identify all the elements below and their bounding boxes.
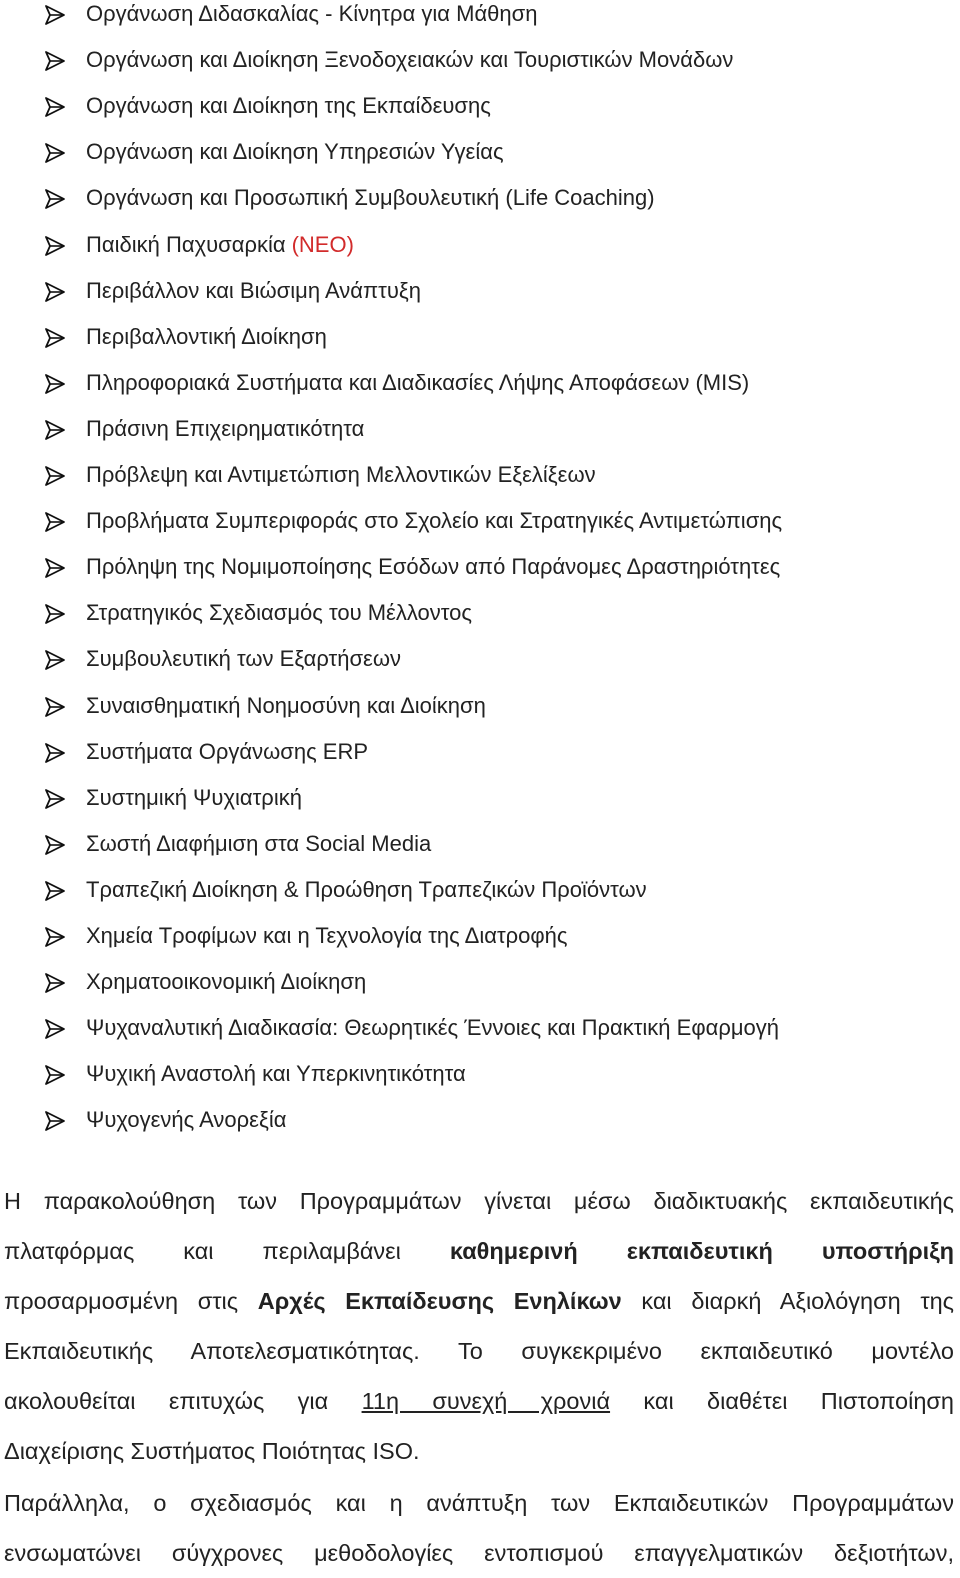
arrow-bullet-icon: [44, 788, 66, 810]
arrow-bullet-icon: [44, 926, 66, 948]
list-item: [0, 184, 960, 230]
arrow-bullet-icon: [44, 142, 66, 164]
list-item-label: Τραπεζική Διοίκηση & Προώθηση Τραπεζικών Προϊόντων: [86, 876, 647, 902]
list-item-label: Χημεία Τροφίμων και η Τεχνολογία της Διατροφής: [86, 923, 568, 948]
list-item: [0, 0, 960, 46]
arrow-bullet-icon: [44, 327, 66, 349]
list-item: [0, 553, 960, 599]
arrow-bullet-icon: [44, 511, 66, 533]
list-item: [0, 784, 960, 830]
list-item-label: Ψυχογενής Ανορεξία: [86, 1107, 287, 1133]
list-item-label: Προβλήματα Συμπεριφοράς στο Σχολείο και Στρατηγικές Αντιμετώπισης: [86, 508, 783, 534]
list-item-label: Παιδική Παχυσαρκία: [86, 231, 286, 257]
arrow-bullet-icon: [44, 281, 66, 303]
list-item-label: Πληροφοριακά Συστήματα και Διαδικασίες Λήψης Αποφάσεων (MIS): [86, 369, 750, 395]
list-item-label: Συστημική Ψυχιατρική: [86, 784, 302, 810]
arrow-bullet-icon: [44, 373, 66, 395]
arrow-bullet-icon: [44, 880, 66, 902]
list-item-label: Οργάνωση και Διοίκηση Ξενοδοχειακών και Τουριστικών Μονάδων: [86, 47, 734, 73]
paragraph-design: [4, 1478, 954, 1578]
list-item-label: Οργάνωση και Προσωπική Συμβουλευτική (Life Coaching): [86, 185, 655, 211]
arrow-bullet-icon: [44, 649, 66, 671]
paragraph-line: Η παρακολούθηση των Προγραμμάτων γίνεται μέσω διαδικτυακής εκπαιδευτικής: [4, 1188, 954, 1214]
text-span: πλατφόρμας και περιλαμβάνει: [4, 1238, 401, 1264]
list-item-label: Συμβουλευτική των Εξαρτήσεων: [86, 646, 402, 672]
list-item: [0, 92, 960, 138]
list-item: [0, 599, 960, 645]
list-item: [0, 507, 960, 553]
arrow-bullet-icon: [44, 4, 66, 26]
list-item: [0, 369, 960, 415]
list-item-label: Στρατηγικός Σχεδιασμός του Μέλλοντος: [86, 600, 472, 626]
list-item-label: Ψυχική Αναστολή και Υπερκινητικότητα: [86, 1061, 466, 1087]
paragraph-line: Παράλληλα, ο σχεδιασμός και η ανάπτυξη των Εκπαιδευτικών Προγραμμάτων: [4, 1490, 954, 1516]
paragraph-line: Διαχείρισης Συστήματος Ποιότητας ISO.: [4, 1438, 420, 1464]
list-item-text-wrap: [86, 231, 354, 259]
list-item-label: Συστήματα Οργάνωσης ERP: [86, 738, 369, 764]
list-item-label: Συναισθηματική Νοημοσύνη και Διοίκηση: [86, 692, 486, 718]
paragraph-line: ενσωματώνει σύγχρονες μεθοδολογίες εντοπισμού επαγγελματικών δεξιοτήτων,: [4, 1540, 954, 1566]
new-badge: (ΝΕΟ): [291, 231, 354, 257]
text-span: και διαθέτει Πιστοποίηση: [643, 1388, 954, 1414]
list-item: [0, 922, 960, 968]
arrow-bullet-icon: [44, 696, 66, 718]
arrow-bullet-icon: [44, 557, 66, 579]
arrow-bullet-icon: [44, 742, 66, 764]
list-item: [0, 738, 960, 784]
text-span: προσαρμοσμένη στις: [4, 1288, 239, 1314]
bold-text: Αρχές Εκπαίδευσης Ενηλίκων: [257, 1288, 622, 1314]
list-item-label: Πρόληψη της Νομιμοποίησης Εσόδων από Παράνομες Δραστηριότητες: [86, 554, 781, 580]
list-item: [0, 277, 960, 323]
arrow-bullet-icon: [44, 419, 66, 441]
list-item: [0, 231, 960, 277]
paragraph-line: [4, 1226, 954, 1276]
list-item: [0, 323, 960, 369]
arrow-bullet-icon: [44, 1018, 66, 1040]
list-item-label: Πράσινη Επιχειρηματικότητα: [86, 415, 365, 441]
list-item: [0, 46, 960, 92]
list-item-label: Οργάνωση και Διοίκηση της Εκπαίδευσης: [86, 93, 491, 119]
arrow-bullet-icon: [44, 603, 66, 625]
arrow-bullet-icon: [44, 1110, 66, 1132]
list-item: [0, 1060, 960, 1106]
list-item-label: Σωστή Διαφήμιση στα Social Media: [86, 830, 432, 856]
arrow-bullet-icon: [44, 235, 66, 257]
list-item-label: Οργάνωση και Διοίκηση Υπηρεσιών Υγείας: [86, 139, 504, 165]
text-span: και διαρκή Αξιολόγηση της: [641, 1288, 954, 1314]
arrow-bullet-icon: [44, 96, 66, 118]
list-item: [0, 645, 960, 691]
list-item: [0, 461, 960, 507]
paragraph-line: Εκπαιδευτικής Αποτελεσματικότητας. Το συγκεκριμένο εκπαιδευτικό μοντέλο: [4, 1338, 954, 1364]
list-item-label: Περιβαλλοντική Διοίκηση: [86, 323, 327, 349]
list-item-label: Πρόβλεψη και Αντιμετώπιση Μελλοντικών Εξελίξεων: [86, 462, 596, 487]
arrow-bullet-icon: [44, 1064, 66, 1086]
list-item: [0, 692, 960, 738]
list-item-label: Περιβάλλον και Βιώσιμη Ανάπτυξη: [86, 277, 421, 303]
arrow-bullet-icon: [44, 188, 66, 210]
list-item-label: Χρηματοοικονομική Διοίκηση: [86, 969, 367, 995]
list-item: [0, 415, 960, 461]
underlined-text: 11η συνεχή χρονιά: [361, 1388, 611, 1414]
paragraph-line: [4, 1276, 954, 1326]
list-item: [0, 830, 960, 876]
paragraph-line: [4, 1376, 954, 1426]
arrow-bullet-icon: [44, 465, 66, 487]
arrow-bullet-icon: [44, 972, 66, 994]
list-item: [0, 1106, 960, 1152]
list-item: [0, 138, 960, 184]
list-item: [0, 1014, 960, 1060]
bold-text: καθημερινή εκπαιδευτική υποστήριξη: [449, 1238, 954, 1264]
paragraph-platform: [4, 1176, 954, 1476]
arrow-bullet-icon: [44, 834, 66, 856]
list-item-label: Οργάνωση Διδασκαλίας - Κίνητρα για Μάθηση: [86, 1, 538, 26]
arrow-bullet-icon: [44, 50, 66, 72]
list-item-label: Ψυχαναλυτική Διαδικασία: Θεωρητικές Έννοιες και Πρακτική Εφαρμογή: [86, 1015, 779, 1041]
list-item: [0, 876, 960, 922]
text-span: ακολουθείται επιτυχώς για: [4, 1388, 329, 1414]
list-item: [0, 968, 960, 1014]
